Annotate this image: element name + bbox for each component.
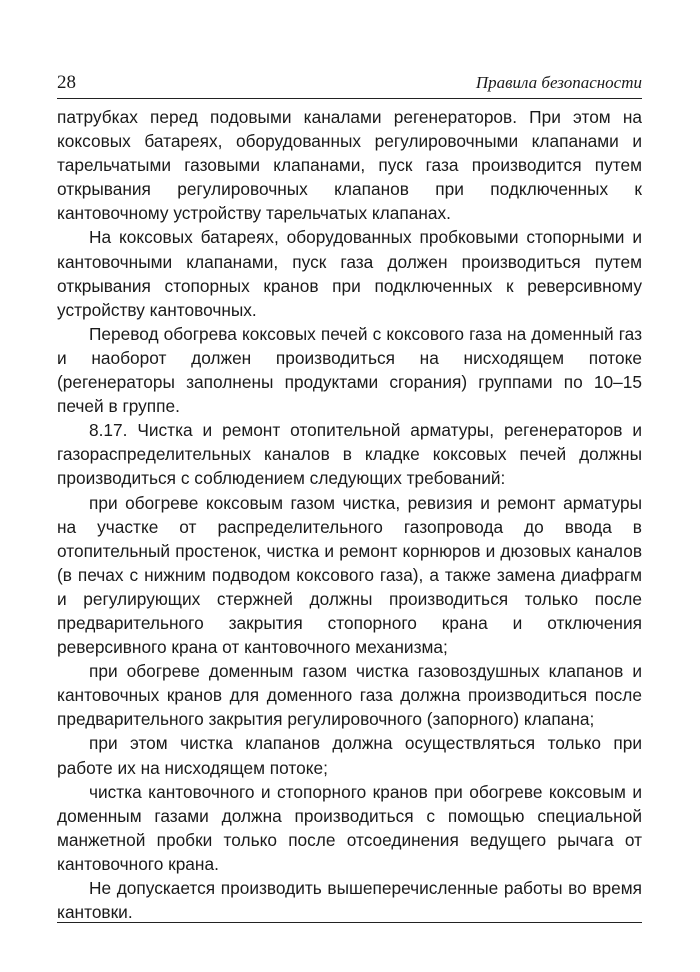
requirement-item: при этом чистка клапанов должна осуществляться только при работе их на нисходящем потоке; xyxy=(57,733,642,778)
section-paragraph-8-17: 8.17. Чистка и ремонт отопительной арматуры, регенераторов и газораспределительных каналов в кладке коксовых печей должны производиться с соблюдением следующих требований: xyxy=(57,420,642,489)
body-text xyxy=(57,105,642,924)
requirement-item: при обогреве коксовым газом чистка, ревизия и ремонт арматуры на участке от распределительного газопровода до ввода в отопительный простенок, чистка и ремонт корнюров и дюзовых каналов (в печах с нижним подводом коксового газа), а также замена диафрагм и регулирующих стержней должны производиться только после предварительного закрытия стопорного крана и отключения реверсивного крана от кантовочного механизма; xyxy=(57,492,642,658)
paragraph: Не допускается производить вышеперечисленные работы во время кантовки. xyxy=(57,878,642,923)
paragraph: Перевод обогрева коксовых печей с коксового газа на доменный газ и наоборот должен производиться на нисходящем потоке (регенераторы заполнены продуктами сгорания) группами по 10–15 печей в группе. xyxy=(57,323,642,417)
paragraph: На коксовых батареях, оборудованных пробковыми стопорными и кантовочными клапанами, пуск газа должен производиться путем открывания стопорных кранов при подключенных к реверсивному устройству кантовочных. xyxy=(57,227,642,320)
running-title: Правила безопасности xyxy=(475,73,642,92)
page-header xyxy=(57,70,642,99)
document-page xyxy=(57,70,642,924)
page-number: 28 xyxy=(57,72,76,93)
footer-divider xyxy=(57,922,642,923)
requirement-item: чистка кантовочного и стопорного кранов при обогреве коксовым и доменным газами должна производиться с помощью специальной манжетной пробки только после отсоединения ведущего рычага от кантовочного крана. xyxy=(57,781,642,874)
requirement-item: при обогреве доменным газом чистка газовоздушных клапанов и кантовочных кранов для доменного газа должна производиться после предварительного закрытия регулировочного (запорного) клапана; xyxy=(57,661,642,730)
paragraph-continued: патрубках перед подовыми каналами регенераторов. При этом на коксовых батареях, оборудованных регулировочными клапанами и тарельчатыми газовыми клапанами, пуск газа производится путем открывания регулировочных клапанов при подключенных к кантовочному устройству тарельчатых клапанах. xyxy=(57,107,642,224)
